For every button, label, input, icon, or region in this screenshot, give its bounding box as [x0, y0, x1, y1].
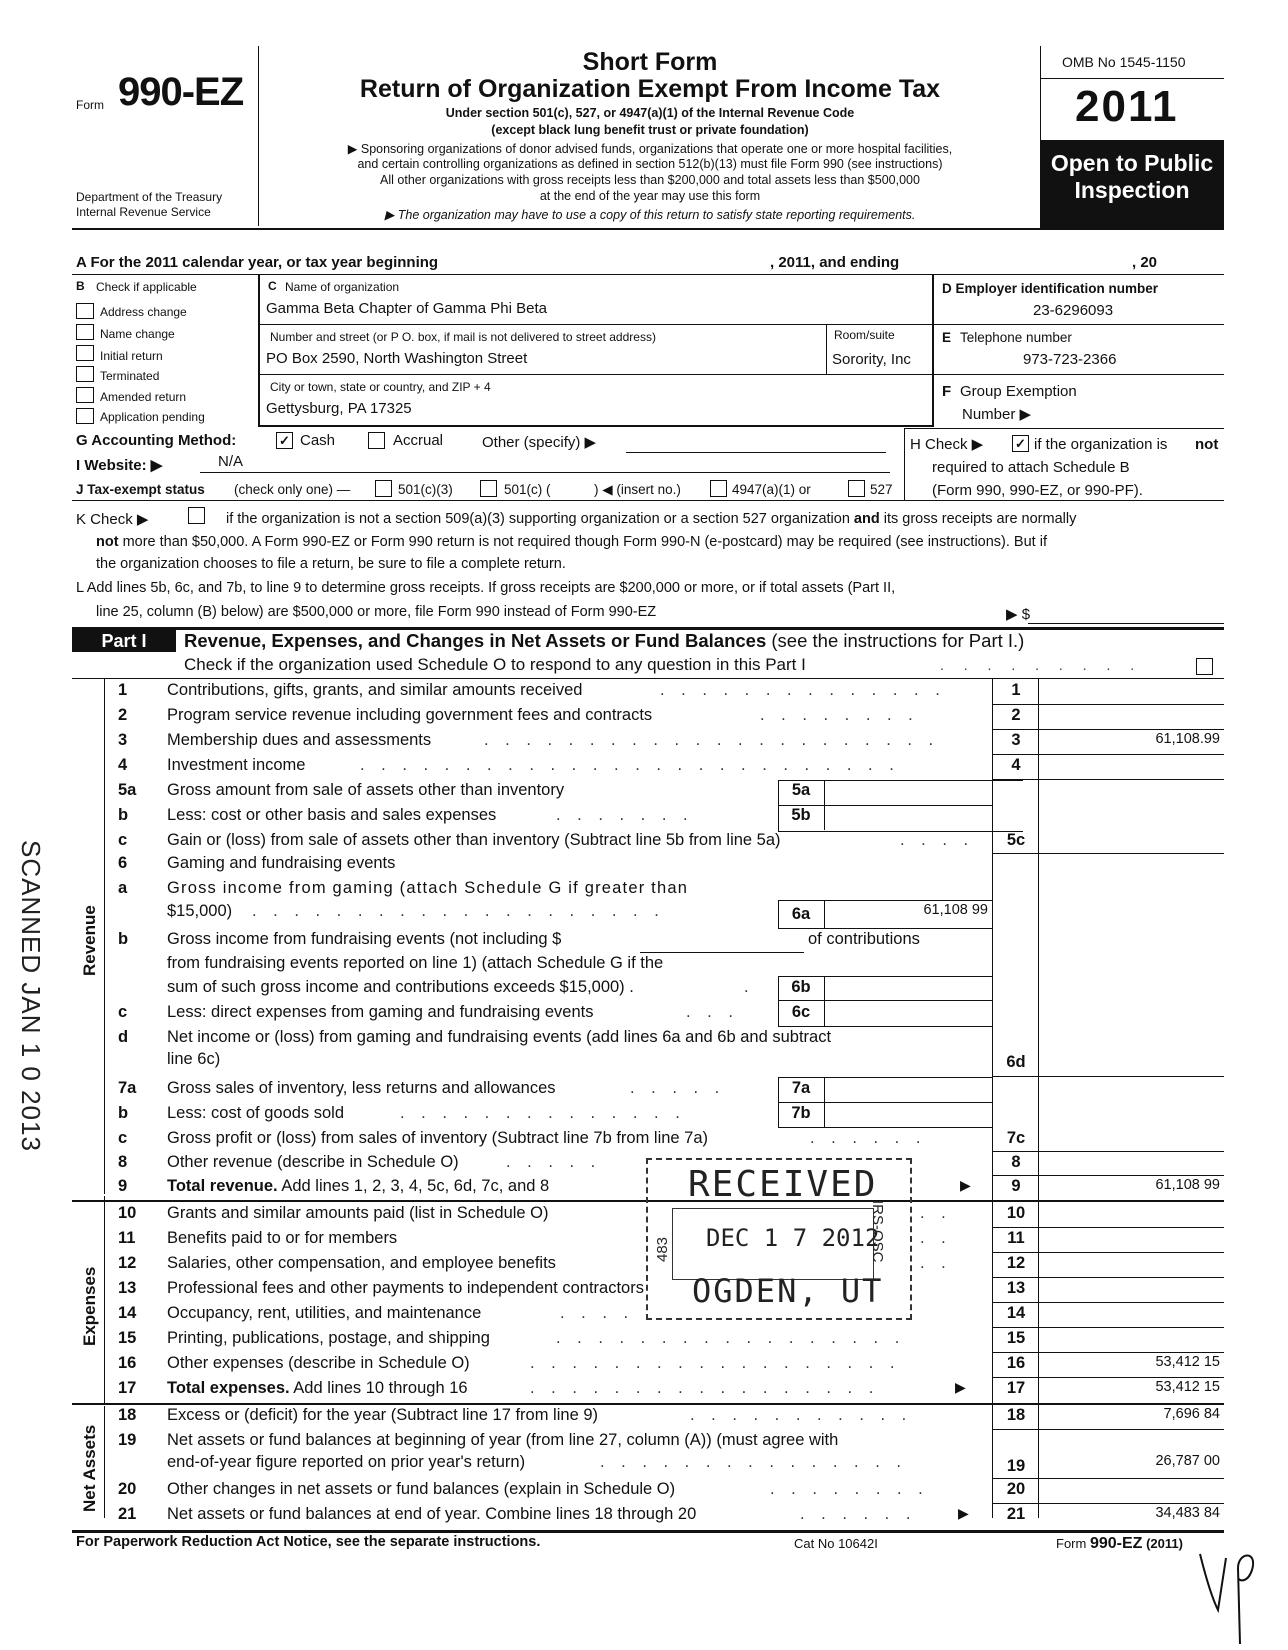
line-desc: Gross sales of inventory, less returns and allowances — [167, 1079, 556, 1097]
line-box-num: 7c — [1006, 1129, 1026, 1147]
inner-box-num: 5b — [791, 806, 811, 824]
line-desc: from fundraising events reported on line 1) (attach Schedule G if the — [167, 954, 664, 972]
arrow-icon: ▶ — [960, 1177, 971, 1193]
line-18 — [0, 1406, 1288, 1430]
inner-box-num: 5a — [791, 781, 811, 799]
subtitle-sponsoring: ▶ Sponsoring organizations of donor advised funds, organizations that operate one or more hospital facilities, — [347, 142, 953, 156]
line-num: 15 — [118, 1329, 137, 1347]
h-checkbox[interactable]: ✓ — [1012, 435, 1029, 452]
initial-return-checkbox[interactable] — [76, 345, 94, 361]
line-desc: sum of such gross income and contributions exceeds $15,000) . — [167, 978, 634, 996]
part-1-title-rest: (see the instructions for Part I.) — [771, 630, 1025, 651]
line-desc: Less: cost or other basis and sales expenses — [167, 806, 497, 824]
line-desc: Program service revenue including government fees and contracts — [167, 706, 653, 724]
cash-label: Cash — [300, 432, 336, 449]
leader-dots: . . . . . . . . — [770, 1480, 929, 1498]
application-pending-label: Application pending — [100, 410, 205, 424]
line-num: 12 — [118, 1254, 137, 1272]
line-amount[interactable]: 34,483 84 — [1155, 1505, 1220, 1521]
line-desc — [167, 1177, 549, 1196]
form-prefix: Form — [76, 98, 104, 112]
line-box-num: 12 — [1006, 1254, 1026, 1272]
d-label: D Employer identification number — [942, 281, 1159, 296]
line-desc-rest: Add lines 10 through 16 — [293, 1379, 468, 1397]
part-1-check-dots: . . . . . . . . . — [940, 657, 1143, 673]
line-num: 3 — [118, 731, 128, 749]
leader-dots: . . . . . . . . . . . . . . . . . . . . . . — [484, 731, 940, 749]
line-desc: Less: cost of goods sold — [167, 1104, 345, 1122]
gross-receipts-field[interactable] — [1028, 623, 1224, 624]
line-desc: Gross income from fundraising events (not including $ — [167, 930, 562, 948]
line-14 — [0, 1304, 1288, 1328]
leader-dots: . . . . . . . — [556, 806, 694, 824]
line-desc: Gaming and fundraising events — [167, 854, 396, 872]
line-amount[interactable]: 7,696 84 — [1163, 1406, 1220, 1422]
subtitle-other: All other organizations with gross receipts less than $200,000 and total assets less than $500,000 — [380, 173, 920, 187]
line-num: 10 — [118, 1204, 137, 1222]
k-not: not — [96, 534, 119, 550]
line-17 — [0, 1379, 1288, 1403]
line-box-num: 19 — [1006, 1457, 1026, 1475]
k-and: and — [853, 511, 880, 527]
line-6a — [0, 879, 1288, 903]
footer-form-num: 990-EZ — [1089, 1535, 1143, 1552]
line-1 — [0, 681, 1288, 705]
4947-checkbox[interactable] — [710, 480, 727, 497]
stamp-side-code: 483 — [654, 1236, 671, 1262]
leader-dots: . . . . . . . . . . . . . . — [400, 1104, 686, 1122]
part-1-title — [184, 630, 1024, 652]
b-label-text: Check if applicable — [96, 280, 197, 294]
stamp-date: DEC 1 7 2012 — [706, 1224, 880, 1252]
line-13 — [0, 1279, 1288, 1303]
line-num: 20 — [118, 1480, 137, 1498]
line-box-num: 3 — [1011, 731, 1021, 749]
h-label: H Check ▶ — [910, 436, 984, 453]
schedule-o-checkbox[interactable] — [1196, 658, 1213, 675]
line-num: 8 — [118, 1153, 128, 1171]
527-checkbox[interactable] — [848, 480, 865, 497]
line-num: 5a — [118, 781, 137, 799]
k-text-3: the organization chooses to file a return, be sure to file a complete return. — [96, 556, 566, 572]
line-desc: Membership dues and assessments — [167, 731, 432, 749]
footer-form-label: Form — [1056, 1536, 1087, 1551]
line-desc: line 6c) — [167, 1050, 221, 1068]
revenue-side-label: Revenue — [80, 905, 99, 976]
f-label-text: Group Exemption — [960, 383, 1077, 400]
e-label-text: Telephone number — [960, 330, 1072, 345]
c-label-text: Name of organization — [285, 280, 400, 294]
b-label: B — [76, 279, 85, 293]
leader-dots: . . . . . . . . . . . . . . . . . . — [530, 1354, 901, 1372]
line-7b — [0, 1104, 1288, 1128]
website-value[interactable]: N/A — [218, 453, 244, 470]
scanned-stamp: SCANNED JAN 1 0 2013 — [16, 840, 46, 1152]
tax-year: 2011 — [1075, 82, 1179, 131]
inner-box-num: 6c — [791, 1003, 811, 1021]
h-text-3: (Form 990, 990-EZ, or 990-PF). — [932, 482, 1143, 499]
line-desc-bold: Total revenue. — [167, 1177, 278, 1195]
line-2 — [0, 706, 1288, 730]
line-box-num: 2 — [1011, 706, 1021, 724]
line-box-num: 13 — [1006, 1279, 1026, 1297]
address-change-checkbox[interactable] — [76, 303, 94, 319]
line-num: b — [118, 1104, 129, 1122]
line-15 — [0, 1329, 1288, 1353]
line-5a — [0, 781, 1288, 805]
line-desc: Net assets or fund balances at end of year. Combine lines 18 through 20 — [167, 1505, 697, 1523]
net-assets-side-label: Net Assets — [80, 1424, 99, 1512]
line-box-num: 9 — [1011, 1177, 1021, 1195]
part-1-check-text: Check if the organization used Schedule O to respond to any question in this Part I — [184, 655, 806, 674]
part-1-tag: Part I — [72, 630, 176, 652]
leader-dots: . . — [920, 1204, 952, 1222]
k-label: K Check ▶ — [76, 511, 149, 528]
line-num: c — [118, 831, 128, 849]
leader-dots: . . . . . . . . . . . . . . . . . . . . — [252, 902, 665, 920]
line-21 — [0, 1505, 1288, 1529]
line-num: 16 — [118, 1354, 137, 1372]
accrual-checkbox[interactable] — [368, 432, 385, 449]
footer-form-year: (2011) — [1146, 1536, 1183, 1551]
line-16 — [0, 1354, 1288, 1378]
city-label: City or town, state or country, and ZIP + 4 — [270, 380, 491, 394]
leader-dots: . . . . . . — [800, 1505, 917, 1523]
line-a-label: A For the 2011 calendar year, or tax year beginning — [76, 254, 439, 271]
leader-dots: . . . . . . . . . . . . . . . . . — [556, 1329, 906, 1347]
line-desc: Contributions, gifts, grants, and similar amounts received — [167, 681, 583, 699]
line-desc: $15,000) — [167, 902, 233, 920]
expenses-side-label: Expenses — [80, 1266, 99, 1346]
dept-irs: Internal Revenue Service — [76, 205, 211, 219]
line-desc-b: of contributions — [808, 930, 920, 948]
leader-dots: . . — [920, 1254, 952, 1272]
line-box-num: 6d — [1006, 1053, 1026, 1071]
subtitle-end-year: at the end of the year may use this form — [539, 189, 761, 203]
amended-return-checkbox[interactable] — [76, 387, 94, 403]
leader-dots: . . . . . — [506, 1153, 602, 1171]
arrow-icon: ▶ — [955, 1379, 966, 1395]
line-num: 7a — [118, 1079, 137, 1097]
leader-dots: . . . . . . . . . . . . . . . . . . . . . . . . . . — [360, 756, 900, 774]
line-desc-bold: Total expenses. — [167, 1379, 290, 1397]
leader-dots: . . . . . . . . . . . — [690, 1406, 913, 1424]
l-text-1: L Add lines 5b, 6c, and 7b, to line 9 to determine gross receipts. If gross receipts are $200,000 or more, or if total assets (Part II, — [76, 580, 896, 596]
line-desc: Gross income from gaming (attach Schedule G if greater than — [167, 879, 689, 897]
line-9 — [0, 1177, 1288, 1201]
j-label: J Tax-exempt status — [76, 482, 205, 497]
stamp-city: OGDEN, UT — [692, 1272, 884, 1310]
line-num: 2 — [118, 706, 128, 724]
other-specify-field[interactable] — [626, 452, 886, 453]
line-num: b — [118, 806, 129, 824]
line-num: 18 — [118, 1406, 137, 1424]
line-desc: Other revenue (describe in Schedule O) — [167, 1153, 459, 1171]
line-amount[interactable]: 53,412 15 — [1155, 1354, 1220, 1370]
inner-box-num: 6b — [791, 978, 811, 996]
name-change-checkbox[interactable] — [76, 324, 94, 340]
line-box-num: 5c — [1006, 831, 1026, 849]
open-inspection-box — [1040, 140, 1224, 228]
line-desc: Excess or (deficit) for the year (Subtract line 17 from line 9) — [167, 1406, 598, 1424]
subtitle-state: ▶ The organization may have to use a copy of this return to satisfy state reporting requirements. — [384, 208, 916, 222]
line-box-num: 8 — [1011, 1153, 1021, 1171]
line-num: 17 — [118, 1379, 137, 1397]
line-box-num: 1 — [1011, 681, 1021, 699]
leader-dots: . . . — [686, 1003, 739, 1021]
street-label: Number and street (or P O. box, if mail is not delivered to street address) — [270, 330, 656, 344]
line-8 — [0, 1153, 1288, 1177]
leader-dots: . . — [920, 1229, 952, 1247]
inner-box-num: 7b — [791, 1104, 811, 1122]
l-text-2: line 25, column (B) below) are $500,000 or more, file Form 990 instead of Form 990-EZ — [96, 604, 657, 620]
line-box-num: 10 — [1006, 1204, 1026, 1222]
line-6a-cont — [0, 902, 1288, 926]
k-text-2 — [96, 534, 1047, 550]
line-desc-rest: Add lines 1, 2, 3, 4, 5c, 6d, 7c, and 8 — [281, 1177, 550, 1195]
f-number-label: Number ▶ — [962, 406, 1032, 423]
line-19 — [0, 1431, 1288, 1455]
leader-dots: . . . . — [560, 1304, 635, 1322]
line-num: 1 — [118, 681, 128, 699]
website-label: I Website: ▶ — [76, 457, 163, 474]
line-desc — [167, 1379, 468, 1398]
open-public: Open to Public — [1050, 150, 1214, 176]
line-desc: Gross profit or (loss) from sales of inventory (Subtract line 7b from line 7a) — [167, 1129, 709, 1147]
h-text-2: required to attach Schedule B — [932, 459, 1130, 476]
other-specify-label: Other (specify) ▶ — [482, 434, 597, 451]
inspection: Inspection — [1074, 177, 1190, 203]
leader-dots: . . . . . . . . . . . . . . — [660, 681, 946, 699]
line-desc: Net assets or fund balances at beginning of year (from line 27, column (A)) (must agree with — [167, 1431, 839, 1449]
line-12 — [0, 1254, 1288, 1278]
501c-checkbox[interactable] — [480, 480, 497, 497]
omb-number: OMB No 1545-1150 — [1062, 54, 1186, 70]
line-desc: Less: direct expenses from gaming and fundraising events — [167, 1003, 594, 1021]
cash-checkbox[interactable]: ✓ — [276, 432, 293, 449]
inner-box-num: 7a — [791, 1079, 811, 1097]
insert-no-label: ) ◀ (insert no.) — [594, 482, 681, 497]
line-box-num: 20 — [1006, 1480, 1026, 1498]
contributions-field[interactable] — [640, 952, 804, 953]
line-desc: Grants and similar amounts paid (list in Schedule O) — [167, 1204, 549, 1222]
arrow-icon: ▶ — [958, 1505, 969, 1521]
footer-cat-no: Cat No 10642I — [794, 1536, 878, 1551]
k-text-1a: if the organization is not a section 509(a)(3) supporting organization or a section 527 organization — [226, 511, 850, 527]
line-6b — [0, 930, 1288, 954]
line-10 — [0, 1204, 1288, 1228]
line-amount[interactable]: 61,108 99 — [1155, 1177, 1220, 1193]
name-change-label: Name change — [100, 327, 175, 341]
line-desc: Professional fees and other payments to independent contractors — [167, 1279, 644, 1297]
form-number: 990-EZ — [118, 70, 244, 114]
initial-return-label: Initial return — [100, 349, 163, 363]
line-num: 4 — [118, 756, 128, 774]
line-box-num: 16 — [1006, 1354, 1026, 1372]
line-num: 19 — [118, 1431, 137, 1449]
amended-return-label: Amended return — [100, 390, 187, 404]
line-a-mid: , 2011, and ending — [770, 254, 900, 271]
line-11 — [0, 1229, 1288, 1253]
line-6d-cont — [0, 1050, 1288, 1074]
g-label: G Accounting Method: — [76, 432, 237, 449]
line-box-num: 11 — [1007, 1229, 1025, 1247]
room-value[interactable]: Sorority, Inc — [832, 351, 911, 368]
handwritten-initials-icon — [1196, 1548, 1260, 1648]
4947-label: 4947(a)(1) or — [732, 482, 811, 497]
line-desc: end-of-year figure reported on prior year's return) — [167, 1453, 526, 1471]
line-box-num: 21 — [1006, 1505, 1026, 1523]
leader-dots: . — [744, 978, 755, 996]
subtitle-except: (except black lung benefit trust or private foundation) — [491, 123, 809, 137]
subtitle-controlling: and certain controlling organizations as defined in section 512(b)(13) must file Form 990 (see instructions) — [357, 157, 943, 171]
address-change-label: Address change — [100, 305, 187, 319]
line-3 — [0, 731, 1288, 755]
room-label: Room/suite — [834, 328, 895, 342]
line-num: 9 — [118, 1177, 128, 1195]
line-desc: Other expenses (describe in Schedule O) — [167, 1354, 470, 1372]
org-name[interactable]: Gamma Beta Chapter of Gamma Phi Beta — [266, 300, 547, 317]
e-label: E — [942, 330, 952, 345]
h-text: if the organization is — [1034, 436, 1168, 453]
f-label: F — [942, 383, 952, 400]
l-arrow: ▶ $ — [1006, 606, 1031, 623]
line-7a — [0, 1079, 1288, 1103]
line-desc: Gross amount from sale of assets other than inventory — [167, 781, 565, 799]
line-desc: Other changes in net assets or fund balances (explain in Schedule O) — [167, 1480, 676, 1498]
line-19-cont — [0, 1453, 1288, 1477]
terminated-label: Terminated — [100, 369, 160, 383]
line-num: c — [118, 1003, 128, 1021]
leader-dots: . . . . . — [630, 1079, 726, 1097]
leader-dots: . . . . . . . . — [760, 706, 919, 724]
k-text-2b: more than $50,000. A Form 990-EZ or Form 990 return is not required though Form 990-N (e-postcard) may be required (see instructions). But if — [122, 534, 1047, 550]
k-checkbox[interactable] — [188, 507, 205, 524]
line-5c — [0, 831, 1288, 855]
j-paren: (check only one) — — [234, 482, 351, 497]
leader-dots: . . . . . . — [810, 1129, 927, 1147]
527-label: 527 — [870, 482, 893, 497]
line-num: d — [118, 1028, 129, 1046]
line-20 — [0, 1480, 1288, 1504]
line-num: a — [118, 879, 128, 897]
application-pending-checkbox[interactable] — [76, 408, 94, 424]
line-7c — [0, 1129, 1288, 1153]
k-text-1 — [226, 511, 1076, 527]
line-desc: Benefits paid to or for members — [167, 1229, 398, 1247]
footer-form — [1056, 1535, 1183, 1553]
accrual-label: Accrual — [393, 432, 444, 449]
inner-box-amount[interactable]: 61,108 99 — [923, 902, 988, 918]
line-6b-cont2 — [0, 978, 1288, 1002]
line-amount[interactable]: 26,787 00 — [1155, 1453, 1220, 1469]
line-box-num: 4 — [1011, 756, 1021, 774]
line-6 — [0, 854, 1288, 878]
footer-paperwork: For Paperwork Reduction Act Notice, see the separate instructions. — [76, 1534, 541, 1550]
stamp-irs-osc: IRS-OSC — [869, 1200, 886, 1263]
line-desc: Investment income — [167, 756, 306, 774]
line-num: b — [118, 930, 129, 948]
line-5b — [0, 806, 1288, 830]
leader-dots: . . . . . . . . . . . . . . . — [600, 1453, 907, 1471]
line-desc: Salaries, other compensation, and employee benefits — [167, 1254, 556, 1272]
line-amount[interactable]: 61,108.99 — [1155, 731, 1220, 747]
part-1-title-bold: Revenue, Expenses, and Changes in Net Assets or Fund Balances — [184, 630, 767, 651]
line-amount[interactable]: 53,412 15 — [1155, 1379, 1220, 1395]
line-box-num: 18 — [1006, 1406, 1026, 1424]
phone-value[interactable]: 973-723-2366 — [1023, 351, 1117, 368]
title-short-form: Short Form — [582, 48, 718, 76]
line-num: 14 — [118, 1304, 137, 1322]
line-num: 6 — [118, 854, 128, 872]
street-value[interactable]: PO Box 2590, North Washington Street — [266, 350, 528, 367]
c-label: C — [268, 279, 277, 293]
501c3-label: 501(c)(3) — [398, 482, 453, 497]
line-desc: Printing, publications, postage, and shipping — [167, 1329, 490, 1347]
line-4 — [0, 756, 1288, 780]
line-desc: Gain or (loss) from sale of assets other than inventory (Subtract line 5b from line 5a) — [167, 831, 781, 849]
line-6d — [0, 1028, 1288, 1052]
subtitle-section: Under section 501(c), 527, or 4947(a)(1) of the Internal Revenue Code — [445, 106, 855, 120]
inner-box-num: 6a — [791, 905, 811, 923]
city-value[interactable]: Gettysburg, PA 17325 — [266, 400, 412, 417]
h-not: not — [1195, 436, 1219, 453]
line-desc: Occupancy, rent, utilities, and maintenance — [167, 1304, 482, 1322]
stamp-received: RECEIVED — [688, 1164, 878, 1205]
line-a-end: , 20 — [1132, 254, 1158, 271]
501c3-checkbox[interactable] — [375, 480, 392, 497]
line-6b-cont — [0, 954, 1288, 978]
line-6c — [0, 1003, 1288, 1027]
line-desc: Net income or (loss) from gaming and fundraising events (add lines 6a and 6b and subtract — [167, 1028, 832, 1046]
line-box-num: 17 — [1006, 1379, 1026, 1397]
terminated-checkbox[interactable] — [76, 366, 94, 382]
line-num: c — [118, 1129, 128, 1147]
dept-treasury: Department of the Treasury — [76, 190, 223, 204]
line-num: 21 — [118, 1505, 137, 1523]
leader-dots: . . . . . . . . . . . . . . . . . — [530, 1379, 880, 1397]
k-text-1c: its gross receipts are normally — [883, 511, 1077, 527]
line-box-num: 14 — [1006, 1304, 1026, 1322]
leader-dots: . . . . — [900, 831, 975, 849]
line-box-num: 15 — [1006, 1329, 1026, 1347]
line-num: 11 — [118, 1229, 136, 1247]
received-stamp — [646, 1158, 912, 1320]
ein-value[interactable]: 23-6296093 — [1033, 302, 1114, 319]
title-main: Return of Organization Exempt From Income Tax — [359, 75, 941, 103]
line-num: 13 — [118, 1279, 137, 1297]
501c-label: 501(c) ( — [504, 482, 551, 497]
